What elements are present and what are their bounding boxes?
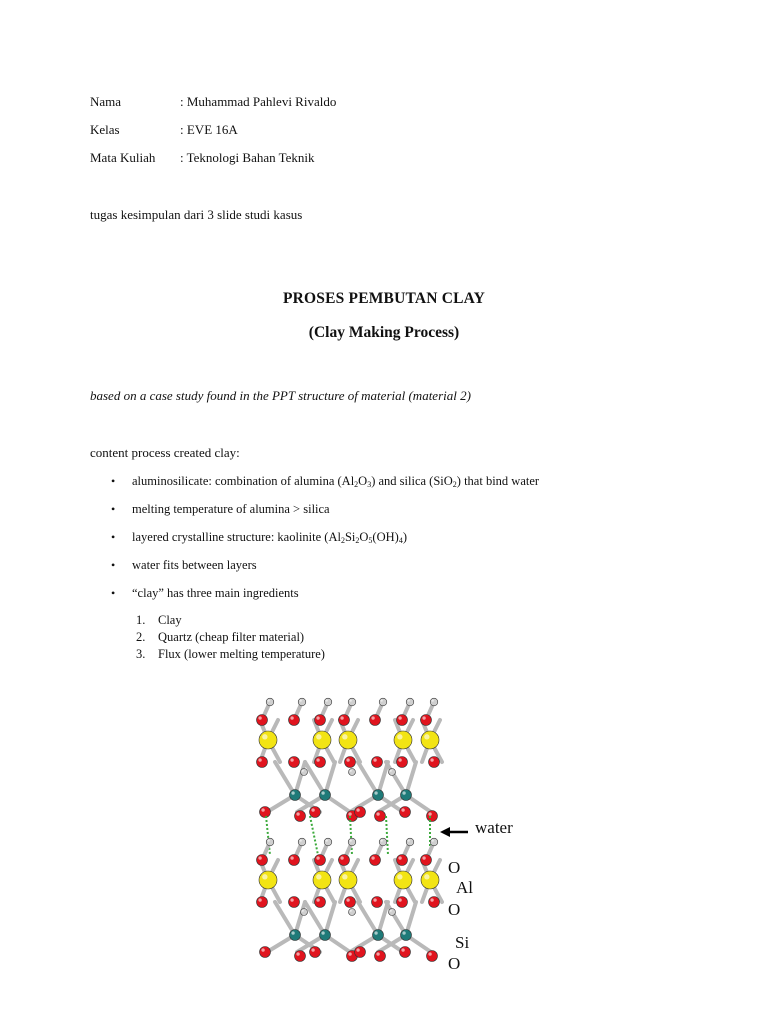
hydrogen-atom bbox=[301, 909, 308, 916]
kelas-label: Kelas bbox=[90, 122, 120, 137]
oxygen-atom bbox=[375, 951, 386, 962]
oxygen-atom-highlight bbox=[398, 758, 401, 761]
oxygen-atom-highlight bbox=[258, 856, 261, 859]
oxygen-atom bbox=[295, 811, 306, 822]
oxygen-label-mid: O bbox=[448, 900, 461, 919]
hydrogen-atom-highlight bbox=[390, 770, 392, 772]
oxygen-atom bbox=[355, 807, 366, 818]
oxygen-atom bbox=[400, 807, 411, 818]
oxygen-atom-highlight bbox=[401, 808, 404, 811]
oxygen-atom bbox=[400, 947, 411, 958]
hydrogen-atom-highlight bbox=[300, 840, 302, 842]
oxygen-atom bbox=[260, 947, 271, 958]
document-subtitle: (Clay Making Process) bbox=[308, 324, 460, 341]
silicon-atom-highlight bbox=[402, 791, 405, 794]
silicon-atom-highlight bbox=[374, 931, 377, 934]
oxygen-atom bbox=[429, 897, 440, 908]
silicon-atom bbox=[290, 930, 301, 941]
hydrogen-atom bbox=[379, 698, 387, 706]
oxygen-atom-highlight bbox=[356, 808, 359, 811]
hydrogen-atom-highlight bbox=[302, 910, 304, 912]
oxygen-atom-highlight bbox=[261, 948, 264, 951]
bullet-icon: • bbox=[111, 502, 116, 516]
hydrogen-atom bbox=[348, 698, 356, 706]
hydrogen-atom bbox=[349, 769, 356, 776]
hydrogen-atom bbox=[349, 909, 356, 916]
oxygen-atom-highlight bbox=[316, 898, 319, 901]
based-on-note: based on a case study found in the PPT structure of material (material 2) bbox=[90, 388, 471, 403]
hydrogen-atom bbox=[406, 838, 414, 846]
oxygen-atom bbox=[421, 855, 432, 866]
aluminum-label: Al bbox=[456, 878, 473, 897]
oxygen-atom-highlight bbox=[296, 812, 299, 815]
oxygen-atom-highlight bbox=[373, 758, 376, 761]
oxygen-atom-highlight bbox=[371, 856, 374, 859]
hydrogen-atom bbox=[298, 698, 306, 706]
silicon-atom-highlight bbox=[402, 931, 405, 934]
aluminum-atom-highlight bbox=[397, 734, 402, 739]
oxygen-atom bbox=[310, 947, 321, 958]
aluminum-atom bbox=[313, 731, 331, 749]
process-bullet-list bbox=[108, 474, 539, 614]
aluminum-atom-highlight bbox=[397, 874, 402, 879]
silicon-atom-highlight bbox=[291, 791, 294, 794]
aluminum-atom-highlight bbox=[342, 734, 347, 739]
aluminum-atom bbox=[259, 731, 277, 749]
oxygen-atom bbox=[315, 855, 326, 866]
oxygen-atom-highlight bbox=[311, 808, 314, 811]
oxygen-atom-highlight bbox=[340, 856, 343, 859]
document-title: PROSES PEMBUTAN CLAY bbox=[282, 290, 486, 307]
oxygen-atom bbox=[257, 715, 268, 726]
oxygen-atom-highlight bbox=[422, 856, 425, 859]
aluminum-atom bbox=[313, 871, 331, 889]
silicon-atom bbox=[320, 790, 331, 801]
hydrogen-atom-highlight bbox=[302, 770, 304, 772]
bullet-item: • water fits between layers bbox=[111, 558, 257, 572]
silicon-atom-highlight bbox=[291, 931, 294, 934]
oxygen-atom-highlight bbox=[398, 856, 401, 859]
aluminum-atom-highlight bbox=[424, 734, 429, 739]
silicon-atom bbox=[373, 790, 384, 801]
oxygen-atom-highlight bbox=[373, 898, 376, 901]
silicon-atom bbox=[373, 930, 384, 941]
hydrogen-atom bbox=[389, 909, 396, 916]
aluminum-atom-highlight bbox=[316, 734, 321, 739]
matkul-value: : Teknologi Bahan Teknik bbox=[180, 150, 315, 165]
silicon-atom-highlight bbox=[374, 791, 377, 794]
hydrogen-atom-highlight bbox=[350, 840, 352, 842]
silicon-label: Si bbox=[455, 933, 470, 952]
silicon-atom bbox=[290, 790, 301, 801]
hydrogen-atom-highlight bbox=[408, 700, 410, 702]
content-heading: content process created clay: bbox=[90, 445, 240, 460]
ingredient-item: 2. Quartz (cheap filter material) bbox=[136, 630, 305, 644]
oxygen-atom-highlight bbox=[258, 716, 261, 719]
oxygen-atom-highlight bbox=[371, 716, 374, 719]
oxygen-atom-highlight bbox=[311, 948, 314, 951]
oxygen-atom-highlight bbox=[430, 758, 433, 761]
hydrogen-atom-highlight bbox=[381, 840, 383, 842]
oxygen-atom-highlight bbox=[316, 856, 319, 859]
hydrogen-atom-highlight bbox=[350, 910, 352, 912]
ingredient-list bbox=[136, 613, 325, 664]
hydrogen-atom bbox=[389, 769, 396, 776]
hydrogen-atom bbox=[301, 769, 308, 776]
kaolinite-structure-figure bbox=[240, 690, 530, 980]
hydrogen-atom bbox=[266, 838, 274, 846]
oxygen-atom bbox=[421, 715, 432, 726]
oxygen-atom bbox=[260, 807, 271, 818]
oxygen-atom-highlight bbox=[340, 716, 343, 719]
oxygen-atom bbox=[257, 757, 268, 768]
silicon-atom-highlight bbox=[321, 791, 324, 794]
oxygen-atom bbox=[289, 715, 300, 726]
oxygen-atom-highlight bbox=[428, 952, 431, 955]
oxygen-atom bbox=[429, 757, 440, 768]
oxygen-atom bbox=[257, 897, 268, 908]
oxygen-atom bbox=[397, 757, 408, 768]
oxygen-atom-highlight bbox=[346, 898, 349, 901]
hydrogen-atom bbox=[406, 698, 414, 706]
oxygen-atom-highlight bbox=[290, 856, 293, 859]
oxygen-atom-highlight bbox=[258, 898, 261, 901]
hydrogen-atom-highlight bbox=[390, 910, 392, 912]
hydrogen-atom-highlight bbox=[381, 700, 383, 702]
aluminum-atom bbox=[394, 871, 412, 889]
bullet-icon: • bbox=[111, 530, 116, 544]
oxygen-atom-highlight bbox=[376, 952, 379, 955]
oxygen-atom bbox=[345, 897, 356, 908]
kelas-value: : EVE 16A bbox=[180, 122, 238, 137]
hydrogen-atom-highlight bbox=[432, 700, 434, 702]
aluminum-atom bbox=[339, 731, 357, 749]
oxygen-atom bbox=[315, 715, 326, 726]
silicon-atom bbox=[401, 790, 412, 801]
oxygen-atom-highlight bbox=[348, 812, 351, 815]
oxygen-atom bbox=[289, 897, 300, 908]
hydrogen-atom-highlight bbox=[326, 700, 328, 702]
hydrogen-atom-highlight bbox=[432, 840, 434, 842]
oxygen-atom-highlight bbox=[398, 716, 401, 719]
bullet-item: • layered crystalline structure: kaolinite $(Al_2Si_2O_5(OH)_4)$ bbox=[111, 530, 407, 545]
bullet-item: • melting temperature of alumina > silica bbox=[111, 502, 330, 516]
oxygen-atom-highlight bbox=[430, 898, 433, 901]
oxygen-atom bbox=[397, 855, 408, 866]
oxygen-atom-highlight bbox=[316, 758, 319, 761]
oxygen-atom bbox=[339, 715, 350, 726]
oxygen-atom-highlight bbox=[401, 948, 404, 951]
oxygen-atom bbox=[397, 897, 408, 908]
aluminum-atom bbox=[339, 871, 357, 889]
aluminum-atom-highlight bbox=[316, 874, 321, 879]
hydrogen-atom bbox=[430, 698, 438, 706]
water-label: water bbox=[475, 818, 513, 837]
oxygen-atom bbox=[295, 951, 306, 962]
oxygen-atom-highlight bbox=[261, 808, 264, 811]
aluminum-atom-highlight bbox=[262, 874, 267, 879]
oxygen-atom-highlight bbox=[398, 898, 401, 901]
hydrogen-atom bbox=[266, 698, 274, 706]
aluminum-atom-highlight bbox=[262, 734, 267, 739]
oxygen-atom bbox=[355, 947, 366, 958]
bullet-item: • “clay” has three main ingredients bbox=[111, 586, 299, 600]
oxygen-atom bbox=[339, 855, 350, 866]
hydrogen-atom bbox=[379, 838, 387, 846]
oxygen-atom bbox=[372, 757, 383, 768]
intro-text: tugas kesimpulan dari 3 slide studi kasus bbox=[90, 207, 303, 222]
oxygen-atom bbox=[370, 855, 381, 866]
silicon-atom bbox=[320, 930, 331, 941]
ingredient-item: 3. Flux (lower melting temperature) bbox=[136, 647, 325, 661]
oxygen-atom bbox=[289, 855, 300, 866]
oxygen-atom-highlight bbox=[290, 758, 293, 761]
hydrogen-atom-highlight bbox=[408, 840, 410, 842]
hydrogen-atom-highlight bbox=[350, 700, 352, 702]
aluminum-atom bbox=[421, 731, 439, 749]
aluminum-atom bbox=[421, 871, 439, 889]
nama-value: : Muhammad Pahlevi Rivaldo bbox=[180, 94, 337, 109]
oxygen-label-top: O bbox=[448, 858, 461, 877]
matkul-label: Mata Kuliah bbox=[90, 150, 156, 165]
oxygen-atom-highlight bbox=[428, 812, 431, 815]
bullet-icon: • bbox=[111, 474, 116, 488]
hydrogen-atom-highlight bbox=[268, 840, 270, 842]
oxygen-atom-highlight bbox=[376, 812, 379, 815]
oxygen-atom bbox=[315, 897, 326, 908]
aluminum-atom-highlight bbox=[342, 874, 347, 879]
hydrogen-atom bbox=[348, 838, 356, 846]
oxygen-atom bbox=[370, 715, 381, 726]
hydrogen-atom-highlight bbox=[326, 840, 328, 842]
silicon-atom-highlight bbox=[321, 931, 324, 934]
oxygen-atom-highlight bbox=[290, 716, 293, 719]
oxygen-atom bbox=[427, 951, 438, 962]
aluminum-atom bbox=[259, 871, 277, 889]
hydrogen-atom bbox=[324, 698, 332, 706]
ingredient-item: 1. Clay bbox=[136, 613, 182, 627]
oxygen-atom-highlight bbox=[258, 758, 261, 761]
hydrogen-atom-highlight bbox=[268, 700, 270, 702]
aluminum-atom bbox=[394, 731, 412, 749]
oxygen-atom-highlight bbox=[422, 716, 425, 719]
water-arrow-head-icon bbox=[440, 827, 450, 837]
oxygen-atom bbox=[310, 807, 321, 818]
oxygen-atom bbox=[257, 855, 268, 866]
oxygen-atom-highlight bbox=[348, 952, 351, 955]
oxygen-label-bottom: O bbox=[448, 954, 461, 973]
oxygen-atom bbox=[289, 757, 300, 768]
bullet-icon: • bbox=[111, 558, 116, 572]
silicon-atom bbox=[401, 930, 412, 941]
hydrogen-bond-line bbox=[310, 816, 318, 855]
oxygen-atom-highlight bbox=[346, 758, 349, 761]
oxygen-atom bbox=[427, 811, 438, 822]
oxygen-atom bbox=[345, 757, 356, 768]
hydrogen-bond-line bbox=[386, 816, 388, 855]
hydrogen-atom-highlight bbox=[350, 770, 352, 772]
hydrogen-atom bbox=[430, 838, 438, 846]
bullet-item: • aluminosilicate: combination of alumina $(Al_2O_3)$ and silica (SiO$_2$) that bind water bbox=[111, 474, 540, 489]
oxygen-atom bbox=[372, 897, 383, 908]
bullet-icon: • bbox=[111, 586, 116, 600]
oxygen-atom bbox=[375, 811, 386, 822]
oxygen-atom-highlight bbox=[290, 898, 293, 901]
oxygen-atom bbox=[315, 757, 326, 768]
nama-label: Nama bbox=[90, 94, 122, 109]
hydrogen-atom-highlight bbox=[300, 700, 302, 702]
hydrogen-atom bbox=[298, 838, 306, 846]
oxygen-atom bbox=[397, 715, 408, 726]
oxygen-atom-highlight bbox=[316, 716, 319, 719]
oxygen-atom-highlight bbox=[296, 952, 299, 955]
hydrogen-atom bbox=[324, 838, 332, 846]
oxygen-atom-highlight bbox=[356, 948, 359, 951]
aluminum-atom-highlight bbox=[424, 874, 429, 879]
